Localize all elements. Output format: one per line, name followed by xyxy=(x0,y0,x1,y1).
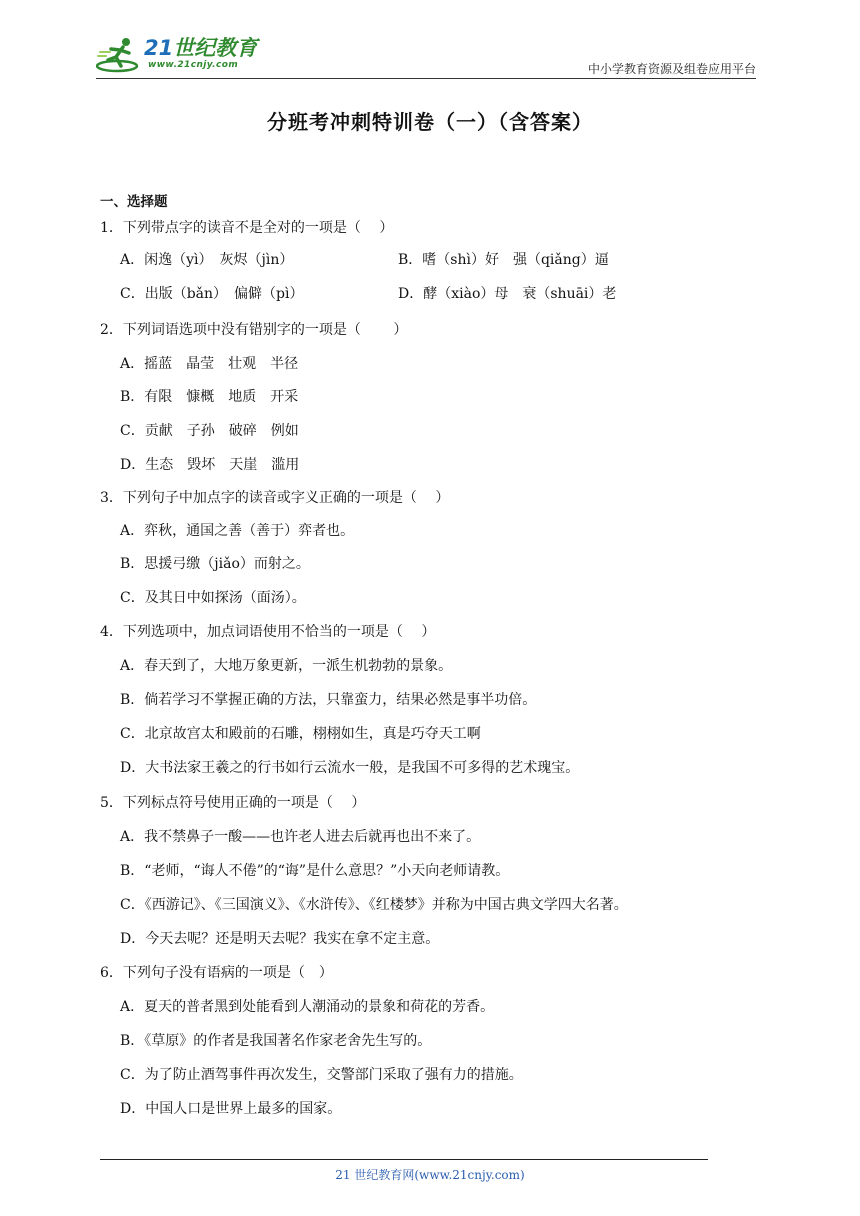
site-logo xyxy=(96,36,257,76)
option-d: D．中国人口是世界上最多的国家。 xyxy=(120,1101,342,1117)
option-d: D．大书法家王羲之的行书如行云流水一般，是我国不可多得的艺术瑰宝。 xyxy=(120,760,580,776)
footer-divider xyxy=(100,1159,708,1160)
option-b: B．嗜（shì）好 强（qiǎng）逼 xyxy=(398,252,609,268)
question-stem: 5．下列标点符号使用正确的一项是（ ） xyxy=(100,795,366,811)
question-stem: 4．下列选项中，加点词语使用不恰当的一项是（ ） xyxy=(100,624,436,640)
option-c: C．贡献 子孙 破碎 例如 xyxy=(120,423,299,439)
option-a: A．夏天的普者黑到处能看到人潮涌动的景象和荷花的芳香。 xyxy=(120,999,495,1015)
option-a: A．弈秋，通国之善（善于）弈者也。 xyxy=(120,523,355,539)
option-c: C．及其日中如探汤（面汤）。 xyxy=(120,590,306,606)
header-divider xyxy=(96,78,756,79)
option-c: C．出版（bǎn） 偏僻（pì） xyxy=(120,286,304,302)
platform-tagline: 中小学教育资源及组卷应用平台 xyxy=(587,62,756,76)
logo-name: 世纪教育 xyxy=(173,36,258,60)
option-b: B．“老师，“诲人不倦”的“诲”是什么意思？”小天向老师请教。 xyxy=(120,863,510,879)
question-stem: 1．下列带点字的读音不是全对的一项是（ ） xyxy=(100,220,394,236)
section-heading: 一、选择题 xyxy=(100,194,168,210)
question-stem: 3．下列句子中加点字的读音或字义正确的一项是（ ） xyxy=(100,490,450,506)
logo-number: 21 xyxy=(144,36,174,60)
option-c: C．北京故宫太和殿前的石雕，栩栩如生，真是巧夺天工啊 xyxy=(120,726,481,742)
runner-logo-icon xyxy=(96,36,142,76)
question-stem: 2．下列词语选项中没有错别字的一项是（ ） xyxy=(100,322,408,338)
option-c: C．《西游记》、《三国演义》、《水浒传》、《红楼梦》并称为中国古典文学四大名著。 xyxy=(120,897,628,913)
page-header xyxy=(96,36,756,80)
option-c: C．为了防止酒驾事件再次发生，交警部门采取了强有力的措施。 xyxy=(120,1067,523,1083)
option-d: D．今天去呢？还是明天去呢？我实在拿不定主意。 xyxy=(120,931,440,947)
page-title: 分班考冲刺特训卷（一）（含答案） xyxy=(267,110,593,134)
footer-link[interactable]: 21 世纪教育网(www.21cnjy.com) xyxy=(335,1168,525,1182)
option-a: A．我不禁鼻子一酸——也许老人进去后就再也出不来了。 xyxy=(120,829,481,845)
option-a: A．闲逸（yì） 灰烬（jìn） xyxy=(120,252,294,268)
question-stem: 6．下列句子没有语病的一项是（ ） xyxy=(100,965,333,981)
option-d: D．生态 毁坏 天崖 滥用 xyxy=(120,457,300,473)
option-a: A．摇蓝 晶莹 壮观 半径 xyxy=(120,356,299,372)
option-b: B．思援弓缴（jiǎo）而射之。 xyxy=(120,556,310,572)
option-b: B．倘若学习不掌握正确的方法，只靠蛮力，结果必然是事半功倍。 xyxy=(120,692,537,708)
option-b: B．有限 慷概 地质 开采 xyxy=(120,389,299,405)
option-a: A．春天到了，大地万象更新，一派生机勃勃的景象。 xyxy=(120,658,453,674)
logo-url: www.21cnjy.com xyxy=(148,60,239,70)
option-b: B．《草原》的作者是我国著名作家老舍先生写的。 xyxy=(120,1033,432,1049)
option-d: D．酵（xiào）母 衰（shuāi）老 xyxy=(398,286,617,302)
